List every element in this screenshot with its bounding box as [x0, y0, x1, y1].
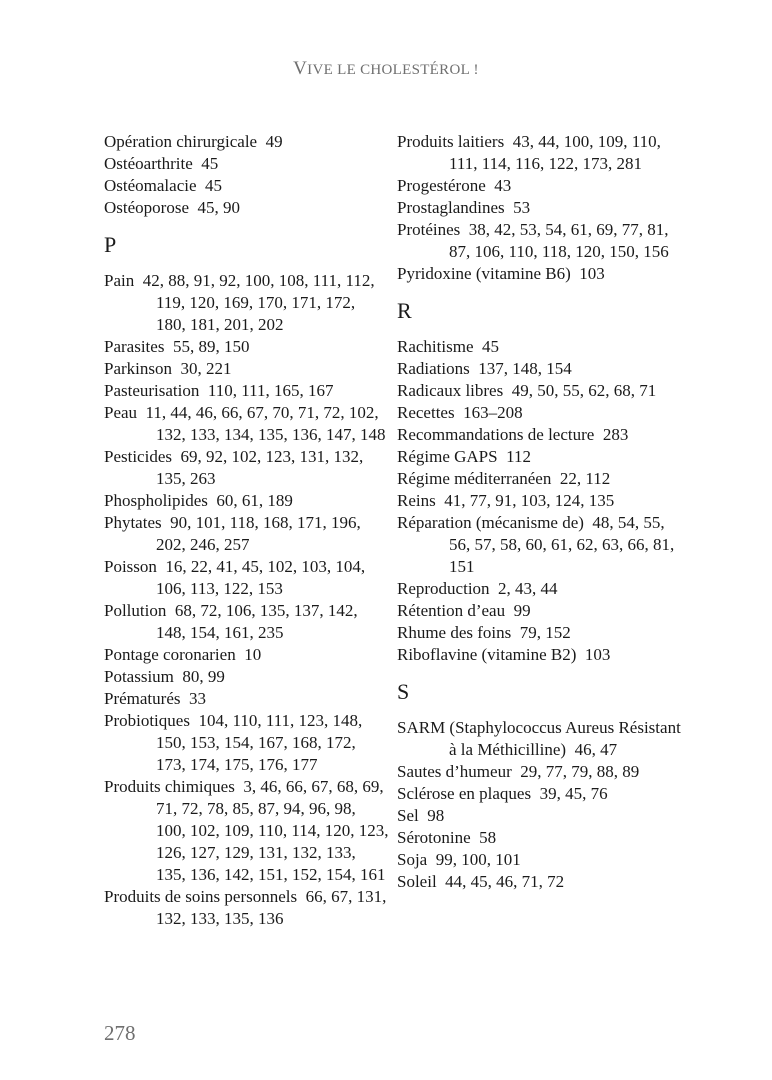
- index-entry: [397, 336, 682, 358]
- index-term: Sautes d’humeur: [397, 762, 512, 781]
- index-column-left: [104, 131, 389, 930]
- index-term: Potassium: [104, 667, 174, 686]
- index-page-refs: 99: [513, 601, 531, 620]
- index-entry: [104, 153, 389, 175]
- index-term: Régime méditerranéen: [397, 469, 552, 488]
- index-entry: [397, 761, 682, 783]
- index-entry: [104, 644, 389, 666]
- index-entry: [397, 512, 682, 578]
- running-head: [0, 58, 772, 80]
- index-term: Soja: [397, 850, 428, 869]
- index-term: Ostéoarthrite: [104, 154, 193, 173]
- index-term: Réparation (mécanisme de): [397, 513, 584, 532]
- index-page-refs: 80, 99: [182, 667, 225, 686]
- index-entry: [397, 622, 682, 644]
- index-term: Régime GAPS: [397, 447, 498, 466]
- index-entry: [104, 131, 389, 153]
- index-page-refs: 38, 42, 53, 54, 61, 69, 77, 81, 87, 106, 110, 118, 120, 150, 156: [449, 220, 669, 261]
- index-term: Parkinson: [104, 359, 172, 378]
- index-page-refs: 110, 111, 165, 167: [207, 381, 334, 400]
- index-page-refs: 60, 61, 189: [216, 491, 293, 510]
- index-entry: [397, 468, 682, 490]
- index-entry: [397, 717, 682, 761]
- index-term: Rétention d’eau: [397, 601, 506, 620]
- index-column-right: [397, 131, 682, 893]
- index-term: Produits chimiques: [104, 777, 235, 796]
- index-entry: [397, 644, 682, 666]
- index-page-refs: 39, 45, 76: [539, 784, 608, 803]
- index-letter-heading: R: [397, 298, 412, 323]
- index-term: Pasteurisation: [104, 381, 200, 400]
- index-page-refs: 11, 44, 46, 66, 67, 70, 71, 72, 102, 132, 133, 134, 135, 136, 147, 148: [145, 403, 386, 444]
- index-page-refs: 45: [201, 154, 219, 173]
- index-entry: [104, 197, 389, 219]
- index-page-refs: 45: [205, 176, 223, 195]
- index-entry: [397, 827, 682, 849]
- index-entry: [397, 446, 682, 468]
- index-term: Recettes: [397, 403, 455, 422]
- page-number: 278: [104, 1021, 136, 1045]
- index-page-refs: 58: [479, 828, 497, 847]
- index-entry: [397, 197, 682, 219]
- index-term: Reproduction: [397, 579, 490, 598]
- index-entry: [104, 512, 389, 556]
- index-term: Rhume des foins: [397, 623, 512, 642]
- index-term: Pyridoxine (vitamine B6): [397, 264, 571, 283]
- index-page-refs: 103: [579, 264, 605, 283]
- index-entry: [104, 666, 389, 688]
- index-entry: [104, 688, 389, 710]
- index-term: Sérotonine: [397, 828, 471, 847]
- index-page-refs: 2, 43, 44: [498, 579, 558, 598]
- index-page-refs: 68, 72, 106, 135, 137, 142, 148, 154, 161, 235: [156, 601, 358, 642]
- index-page-refs: 49: [265, 132, 283, 151]
- index-letter-heading: S: [397, 679, 410, 704]
- index-page-refs: 43: [494, 176, 512, 195]
- index-term: Pain: [104, 271, 135, 290]
- index-page-refs: 90, 101, 118, 168, 171, 196, 202, 246, 257: [156, 513, 361, 554]
- running-head-title: IVE LE CHOLESTÉROL !: [307, 62, 479, 78]
- index-page-refs: 16, 22, 41, 45, 102, 103, 104, 106, 113, 122, 153: [156, 557, 366, 598]
- index-page-refs: 79, 152: [519, 623, 571, 642]
- index-entry: [104, 490, 389, 512]
- index-entry: [104, 270, 389, 336]
- index-term: Pontage coronarien: [104, 645, 236, 664]
- index-entry: [104, 710, 389, 776]
- index-entry: [104, 886, 389, 930]
- index-page-refs: 163–208: [463, 403, 523, 422]
- index-page-refs: 42, 88, 91, 92, 100, 108, 111, 112, 119, 120, 169, 170, 171, 172, 180, 181, 201, 202: [142, 271, 375, 334]
- index-entry: [397, 263, 682, 285]
- index-entry: [397, 131, 682, 175]
- index-entry: [104, 358, 389, 380]
- index-term: Ostéomalacie: [104, 176, 197, 195]
- index-entry: [104, 336, 389, 358]
- index-page-refs: 22, 112: [559, 469, 611, 488]
- index-term: Recommandations de lecture: [397, 425, 595, 444]
- index-entry: [104, 556, 389, 600]
- index-page-refs: 45, 90: [197, 198, 240, 217]
- index-entry: [397, 578, 682, 600]
- index-entry: [104, 776, 389, 886]
- index-entry: [397, 219, 682, 263]
- index-term: Produits laitiers: [397, 132, 505, 151]
- index-page-refs: 53: [513, 198, 531, 217]
- index-page-refs: 33: [188, 689, 206, 708]
- index-term: Pollution: [104, 601, 167, 620]
- index-term: Protéines: [397, 220, 461, 239]
- index-entry: [104, 380, 389, 402]
- index-term: Riboflavine (vitamine B2): [397, 645, 577, 664]
- index-entry: [397, 783, 682, 805]
- index-entry: [397, 849, 682, 871]
- index-term: Opération chirurgicale: [104, 132, 258, 151]
- index-term: Rachitisme: [397, 337, 474, 356]
- index-term: Reins: [397, 491, 436, 510]
- index-entry: [397, 358, 682, 380]
- index-page-refs: 41, 77, 91, 103, 124, 135: [444, 491, 615, 510]
- index-page-refs: 48, 54, 55, 56, 57, 58, 60, 61, 62, 63, 66, 81, 151: [449, 513, 675, 576]
- index-entry: [397, 805, 682, 827]
- index-page-refs: 55, 89, 150: [172, 337, 250, 356]
- index-entry: [397, 871, 682, 893]
- index-term: Sclérose en plaques: [397, 784, 532, 803]
- index-term: Prématurés: [104, 689, 181, 708]
- index-term: Poisson: [104, 557, 157, 576]
- index-page-refs: 69, 92, 102, 123, 131, 132, 135, 263: [156, 447, 364, 488]
- index-term: Sel: [397, 806, 419, 825]
- index-term: Soleil: [397, 872, 437, 891]
- index-page-refs: 137, 148, 154: [478, 359, 572, 378]
- index-page-refs: 10: [244, 645, 262, 664]
- index-term: Peau: [104, 403, 138, 422]
- index-term: Ostéoporose: [104, 198, 189, 217]
- index-entry: [397, 490, 682, 512]
- index-term: Prostaglandines: [397, 198, 505, 217]
- index-entry: [104, 446, 389, 490]
- index-page-refs: 49, 50, 55, 62, 68, 71: [511, 381, 657, 400]
- index-entry: [397, 402, 682, 424]
- index-page-refs: 283: [602, 425, 629, 444]
- index-entry: [104, 175, 389, 197]
- index-page-refs: 99, 100, 101: [435, 850, 521, 869]
- index-term: Progestérone: [397, 176, 486, 195]
- index-page-refs: 104, 110, 111, 123, 148, 150, 153, 154, 167, 168, 172, 173, 174, 175, 176, 177: [156, 711, 363, 774]
- index-term: Phytates: [104, 513, 162, 532]
- index-term: Pesticides: [104, 447, 172, 466]
- index-page-refs: 98: [427, 806, 445, 825]
- index-entry: [397, 380, 682, 402]
- index-page-refs: 46, 47: [574, 740, 618, 759]
- index-term: Radiations: [397, 359, 470, 378]
- index-entry: [397, 175, 682, 197]
- index-term: Parasites: [104, 337, 165, 356]
- index-page-refs: 44, 45, 46, 71, 72: [445, 872, 565, 891]
- index-term: Radicaux libres: [397, 381, 504, 400]
- index-page-refs: 45: [481, 337, 499, 356]
- index-entry: [397, 600, 682, 622]
- index-page-refs: 112: [506, 447, 531, 466]
- index-page-refs: 103: [584, 645, 611, 664]
- index-term: SARM (Staphylococcus Aureus Résistant à la Méthicilline): [397, 718, 681, 759]
- index-term: Produits de soins personnels: [104, 887, 298, 906]
- index-page-refs: 3, 46, 66, 67, 68, 69, 71, 72, 78, 85, 87, 94, 96, 98, 100, 102, 109, 110, 114, 120, 123, 126, 127, 129, 131, 132, 133, 135, 136, 142, 151, 152, 154, 161: [156, 777, 389, 884]
- index-entry: [397, 424, 682, 446]
- index-page-refs: 66, 67, 131, 132, 133, 135, 136: [156, 887, 387, 928]
- index-page-refs: 43, 44, 100, 109, 110, 111, 114, 116, 122, 173, 281: [449, 132, 661, 173]
- running-head-initial: V: [293, 58, 308, 79]
- index-entry: [104, 402, 389, 446]
- index-term: Phospholipides: [104, 491, 208, 510]
- index-letter-heading: P: [104, 232, 117, 257]
- index-page-refs: 29, 77, 79, 88, 89: [520, 762, 640, 781]
- index-term: Probiotiques: [104, 711, 190, 730]
- index-page-refs: 30, 221: [180, 359, 232, 378]
- index-entry: [104, 600, 389, 644]
